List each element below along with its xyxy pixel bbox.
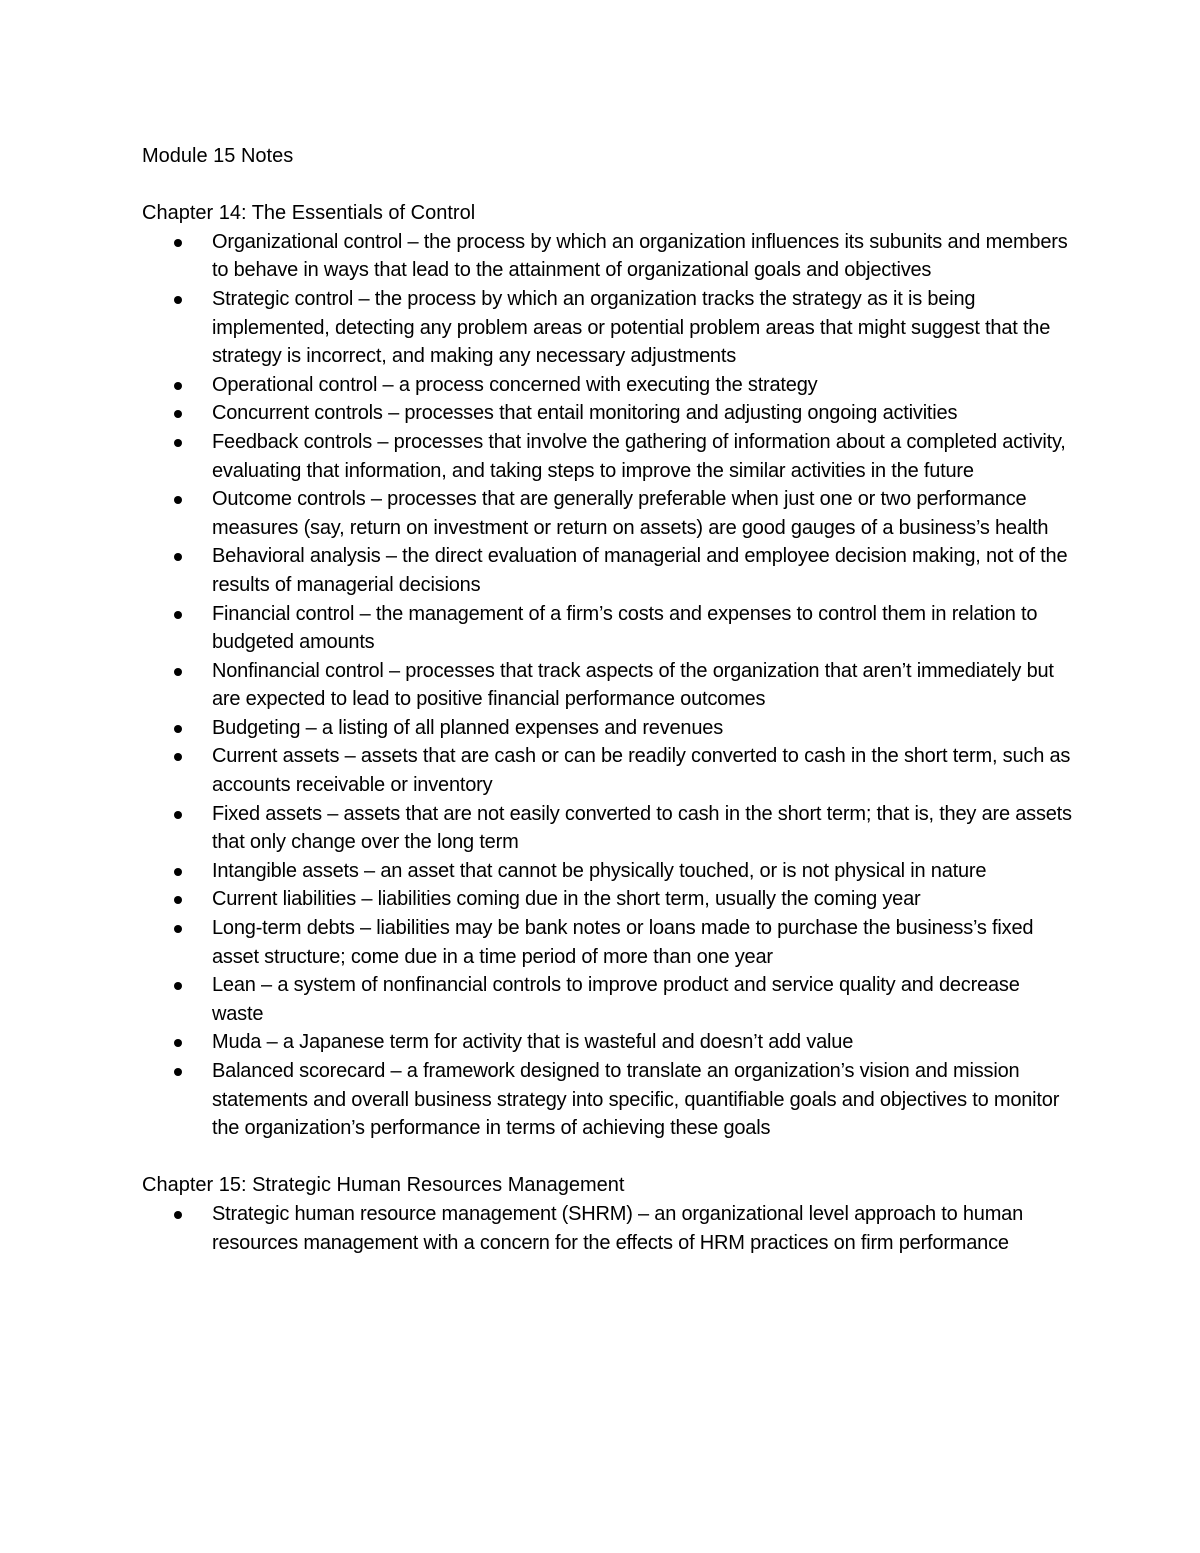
bullet-icon — [174, 611, 182, 619]
bullet-icon — [174, 1068, 182, 1076]
term-definition: Strategic control – the process by which an organization tracks the strategy as it is being implemented, detecting any problem areas or potential problem areas that might suggest that the strategy is incorrect, and making any necessary adjustments — [212, 287, 1051, 368]
term-definition: Financial control – the management of a firm’s costs and expenses to control them in relation to budgeted amounts — [212, 602, 1038, 654]
list-item — [142, 971, 1072, 1028]
list-item — [142, 1057, 1072, 1143]
list-item — [142, 399, 1072, 428]
list-item — [142, 428, 1072, 485]
chapter-15-section — [142, 1171, 1072, 1257]
term-definition: Behavioral analysis – the direct evaluation of managerial and employee decision making, not of the results of managerial decisions — [212, 545, 1068, 596]
list-item — [142, 228, 1072, 285]
term-definition: Lean – a system of nonfinancial controls to improve product and service quality and decrease waste — [212, 974, 1020, 1025]
term-definition: Balanced scorecard – a framework designed to translate an organization’s vision and mission statements and overall business strategy into specific, quantifiable goals and objectives to monitor the organization’s performance in terms of achieving these goals — [212, 1060, 1060, 1140]
list-item — [142, 485, 1072, 542]
list-item — [142, 885, 1072, 914]
document-page — [142, 142, 1072, 1257]
chapter-heading: Chapter 14: The Essentials of Control — [142, 202, 476, 225]
term-definition: Strategic human resource management (SHRM) – an organizational level approach to human resources management with a concern for the effects of HRM practices on firm performance — [212, 1202, 1024, 1254]
term-definition: Intangible assets – an asset that cannot be physically touched, or is not physical in nature — [212, 859, 987, 882]
term-definition: Muda – a Japanese term for activity that is wasteful and doesn’t add value — [212, 1031, 854, 1054]
bullet-icon — [174, 668, 182, 676]
list-item — [142, 542, 1072, 599]
bullet-icon — [174, 896, 182, 904]
chapter-14-section — [142, 199, 1072, 1143]
bullet-icon — [174, 382, 182, 390]
bullet-icon — [174, 553, 182, 561]
list-item — [142, 1028, 1072, 1057]
document-title: Module 15 Notes — [142, 145, 294, 167]
term-definition: Feedback controls – processes that involve the gathering of information about a completed activity, evaluating that information, and taking steps to improve the similar activities in the future — [212, 430, 1066, 482]
list-item — [142, 657, 1072, 714]
term-definition: Concurrent controls – processes that entail monitoring and adjusting ongoing activities — [212, 402, 958, 425]
term-definition: Outcome controls – processes that are generally preferable when just one or two performance measures (say, return on investment or return on assets) are good gauges of a business’s health — [212, 488, 1049, 539]
term-definition: Operational control – a process concerned with executing the strategy — [212, 373, 818, 396]
bullet-icon — [174, 1039, 182, 1047]
bullet-icon — [174, 868, 182, 876]
bullet-icon — [174, 811, 182, 819]
term-list — [142, 1200, 1072, 1257]
term-definition: Budgeting – a listing of all planned expenses and revenues — [212, 716, 723, 739]
list-item — [142, 600, 1072, 657]
spacer — [142, 1143, 1072, 1172]
list-item — [142, 371, 1072, 400]
list-item — [142, 742, 1072, 799]
bullet-icon — [174, 925, 182, 933]
term-definition: Nonfinancial control – processes that track aspects of the organization that aren’t immediately but are expected to lead to positive financial performance outcomes — [212, 659, 1054, 711]
chapter-heading: Chapter 15: Strategic Human Resources Management — [142, 1174, 625, 1197]
list-item — [142, 714, 1072, 743]
list-item — [142, 285, 1072, 371]
list-item — [142, 857, 1072, 886]
bullet-icon — [174, 496, 182, 504]
term-definition: Fixed assets – assets that are not easily converted to cash in the short term; that is, they are assets that only change over the long term — [212, 802, 1072, 854]
term-definition: Current assets – assets that are cash or can be readily converted to cash in the short term, such as accounts receivable or inventory — [212, 745, 1071, 797]
spacer — [142, 171, 1072, 200]
bullet-icon — [174, 725, 182, 733]
term-definition: Long-term debts – liabilities may be bank notes or loans made to purchase the business’s fixed asset structure; come due in a time period of more than one year — [212, 917, 1034, 968]
bullet-icon — [174, 1211, 182, 1219]
bullet-icon — [174, 296, 182, 304]
list-item — [142, 800, 1072, 857]
bullet-icon — [174, 239, 182, 247]
bullet-icon — [174, 753, 182, 761]
term-definition: Organizational control – the process by which an organization influences its subunits and members to behave in ways that lead to the attainment of organizational goals and objectives — [212, 230, 1068, 282]
bullet-icon — [174, 439, 182, 447]
list-item — [142, 914, 1072, 971]
bullet-icon — [174, 410, 182, 418]
list-item — [142, 1200, 1072, 1257]
term-list — [142, 228, 1072, 1143]
term-definition: Current liabilities – liabilities coming due in the short term, usually the coming year — [212, 888, 921, 911]
bullet-icon — [174, 982, 182, 990]
